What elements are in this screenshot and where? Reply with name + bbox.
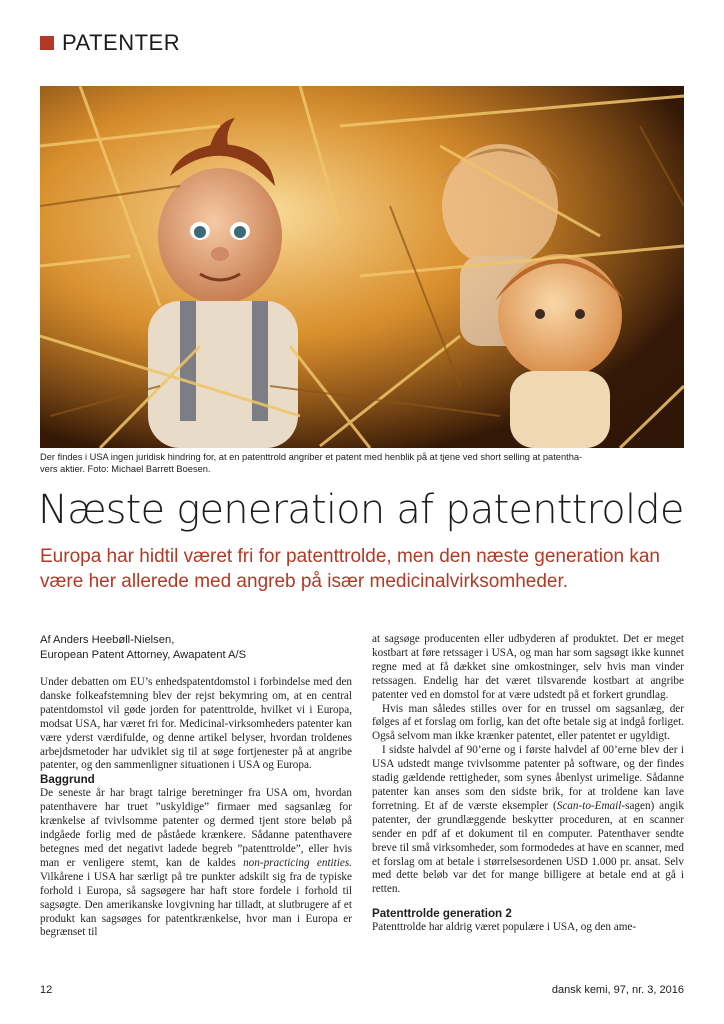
caption-line: Der findes i USA ingen juridisk hindring for, at en patenttrold angriber et patent med henblik på at tjene ved short selling at patentha- [40,452,583,462]
article-photo [40,86,684,448]
body-text: I sidste halvdel af 90’erne og i første halvdel af 00’erne blev der i USA udstedt mange tvivlsomme patenter på software, og der findes stadig gældende rettigheder, som synes åbenlyst urimelige. Sådanne patenter kan anses som den sidste brik, for at troldene kan lave forretning. Et af de værste eksempler ( [372,744,684,812]
section-marker-square [40,36,54,50]
body-text-emphasis: non-practicing entities. [243,856,352,869]
issue-info: dansk kemi, 97, nr. 3, 2016 [551,984,684,996]
body-text: Vilkårene i USA har særligt på tre punkter adskilt sig fra de typiske forhold i Europa, så sagsøgere har haft store fordele i forhold til sagsøgte. Den amerikanske lovgivning har tilladt, at slutbrugere af et produkt kan sagsøges for patentkrænkelse, hvor man i Europa er begrænset til [40,870,352,939]
page-number: 12 [40,984,53,996]
body-paragraph [40,787,352,940]
byline-author: Af Anders Heebøll-Nielsen, [40,634,175,646]
body-text: -sagen) angik patenter, der grundlæggende beskytter proceduren, at en scanner sender en pdf af et dokument til en computer. Patenthaver sendte breve til små virksomheder, som formodedes at have en scanner, med et forslag om at betale i størrelsesordenen USD 1.000 pr. ansat. Selv med dette beløb var det for mange billigere at betale end at gå i retten. [372,799,684,896]
caption-line: vers aktier. Foto: Michael Barrett Boesen. [40,464,211,474]
text-column-left [40,633,352,940]
body-paragraph: Hvis man således stilles over for en trussel om sagsanlæg, der følges af et forslag om forlig, kan det ofte betale sig at indgå forliget. Også selvom man ikke krænker patentet, eller patentet er ugyldigt. [372,702,684,743]
intro-paragraph: Under debatten om EU’s enhedspatentdomstol i forbindelse med den danske folkeafstemning blev der rejst bekymring om, at en central patentdomstol vil gøde jorden for patenttrolde, hvilket vi i Europa, modsat USA, har været fri for. Medicinal-virksomheders patenter kan være yderst værdifulde, og denne artikel belyser, hvordan troldenes arbejdsmetoder har udviklet sig til at søge fortjenester på at angribe patenter, og den sammenligner situationen i USA og Europa. [40,676,352,772]
article-lead: Europa har hidtil været fri for patenttrolde, men den næste generation kan være her allerede med angreb på især medicinalvirksomheder. [40,546,660,592]
body-text-emphasis: Scan-to-Email [556,799,622,812]
byline-title: European Patent Attorney, Awapatent A/S [40,648,247,661]
photo-caption [40,451,684,475]
text-column-right [372,633,684,935]
article-headline: Næste generation af patenttrolde [38,487,684,533]
body-paragraph: at sagsøge producenten eller udbyderen af produktet. Det er meget kostbart at føre retssager i USA, og man har som sagsøgt ikke kunnet regne med at få dækket sine omkostninger, selv hvis man vinder retssagen. Endelig har det været tilsvarende kostbart at angribe patenter ved en domstol for at være udstedt på et forkert grundlag. [372,633,684,701]
section-tag [40,30,180,56]
body-paragraph [372,744,684,897]
byline [40,633,352,662]
section-label: PATENTER [62,30,181,55]
subheading-baggrund: Baggrund [40,773,95,787]
body-paragraph: Patenttrolde har aldrig været populære i USA, og den ame- [372,921,637,934]
body-text: De seneste år har bragt talrige beretninger fra USA om, hvordan patenthavere har truet ”uskyldige” firmaer med sagsanlæg for krænkelse af tvivlsomme patenter og dermed tjent store beløb på indgåede forlig med de påståede krænkere. Sådanne patenthavere betegnes med det negativt ladede begreb ”patenttrolde”, eller hvis man er venligere stemt, kan de kaldes [40,787,352,869]
subheading-generation-2: Patenttrolde generation 2 [372,907,512,921]
troll-dolls-in-straw-illustration [40,86,684,448]
